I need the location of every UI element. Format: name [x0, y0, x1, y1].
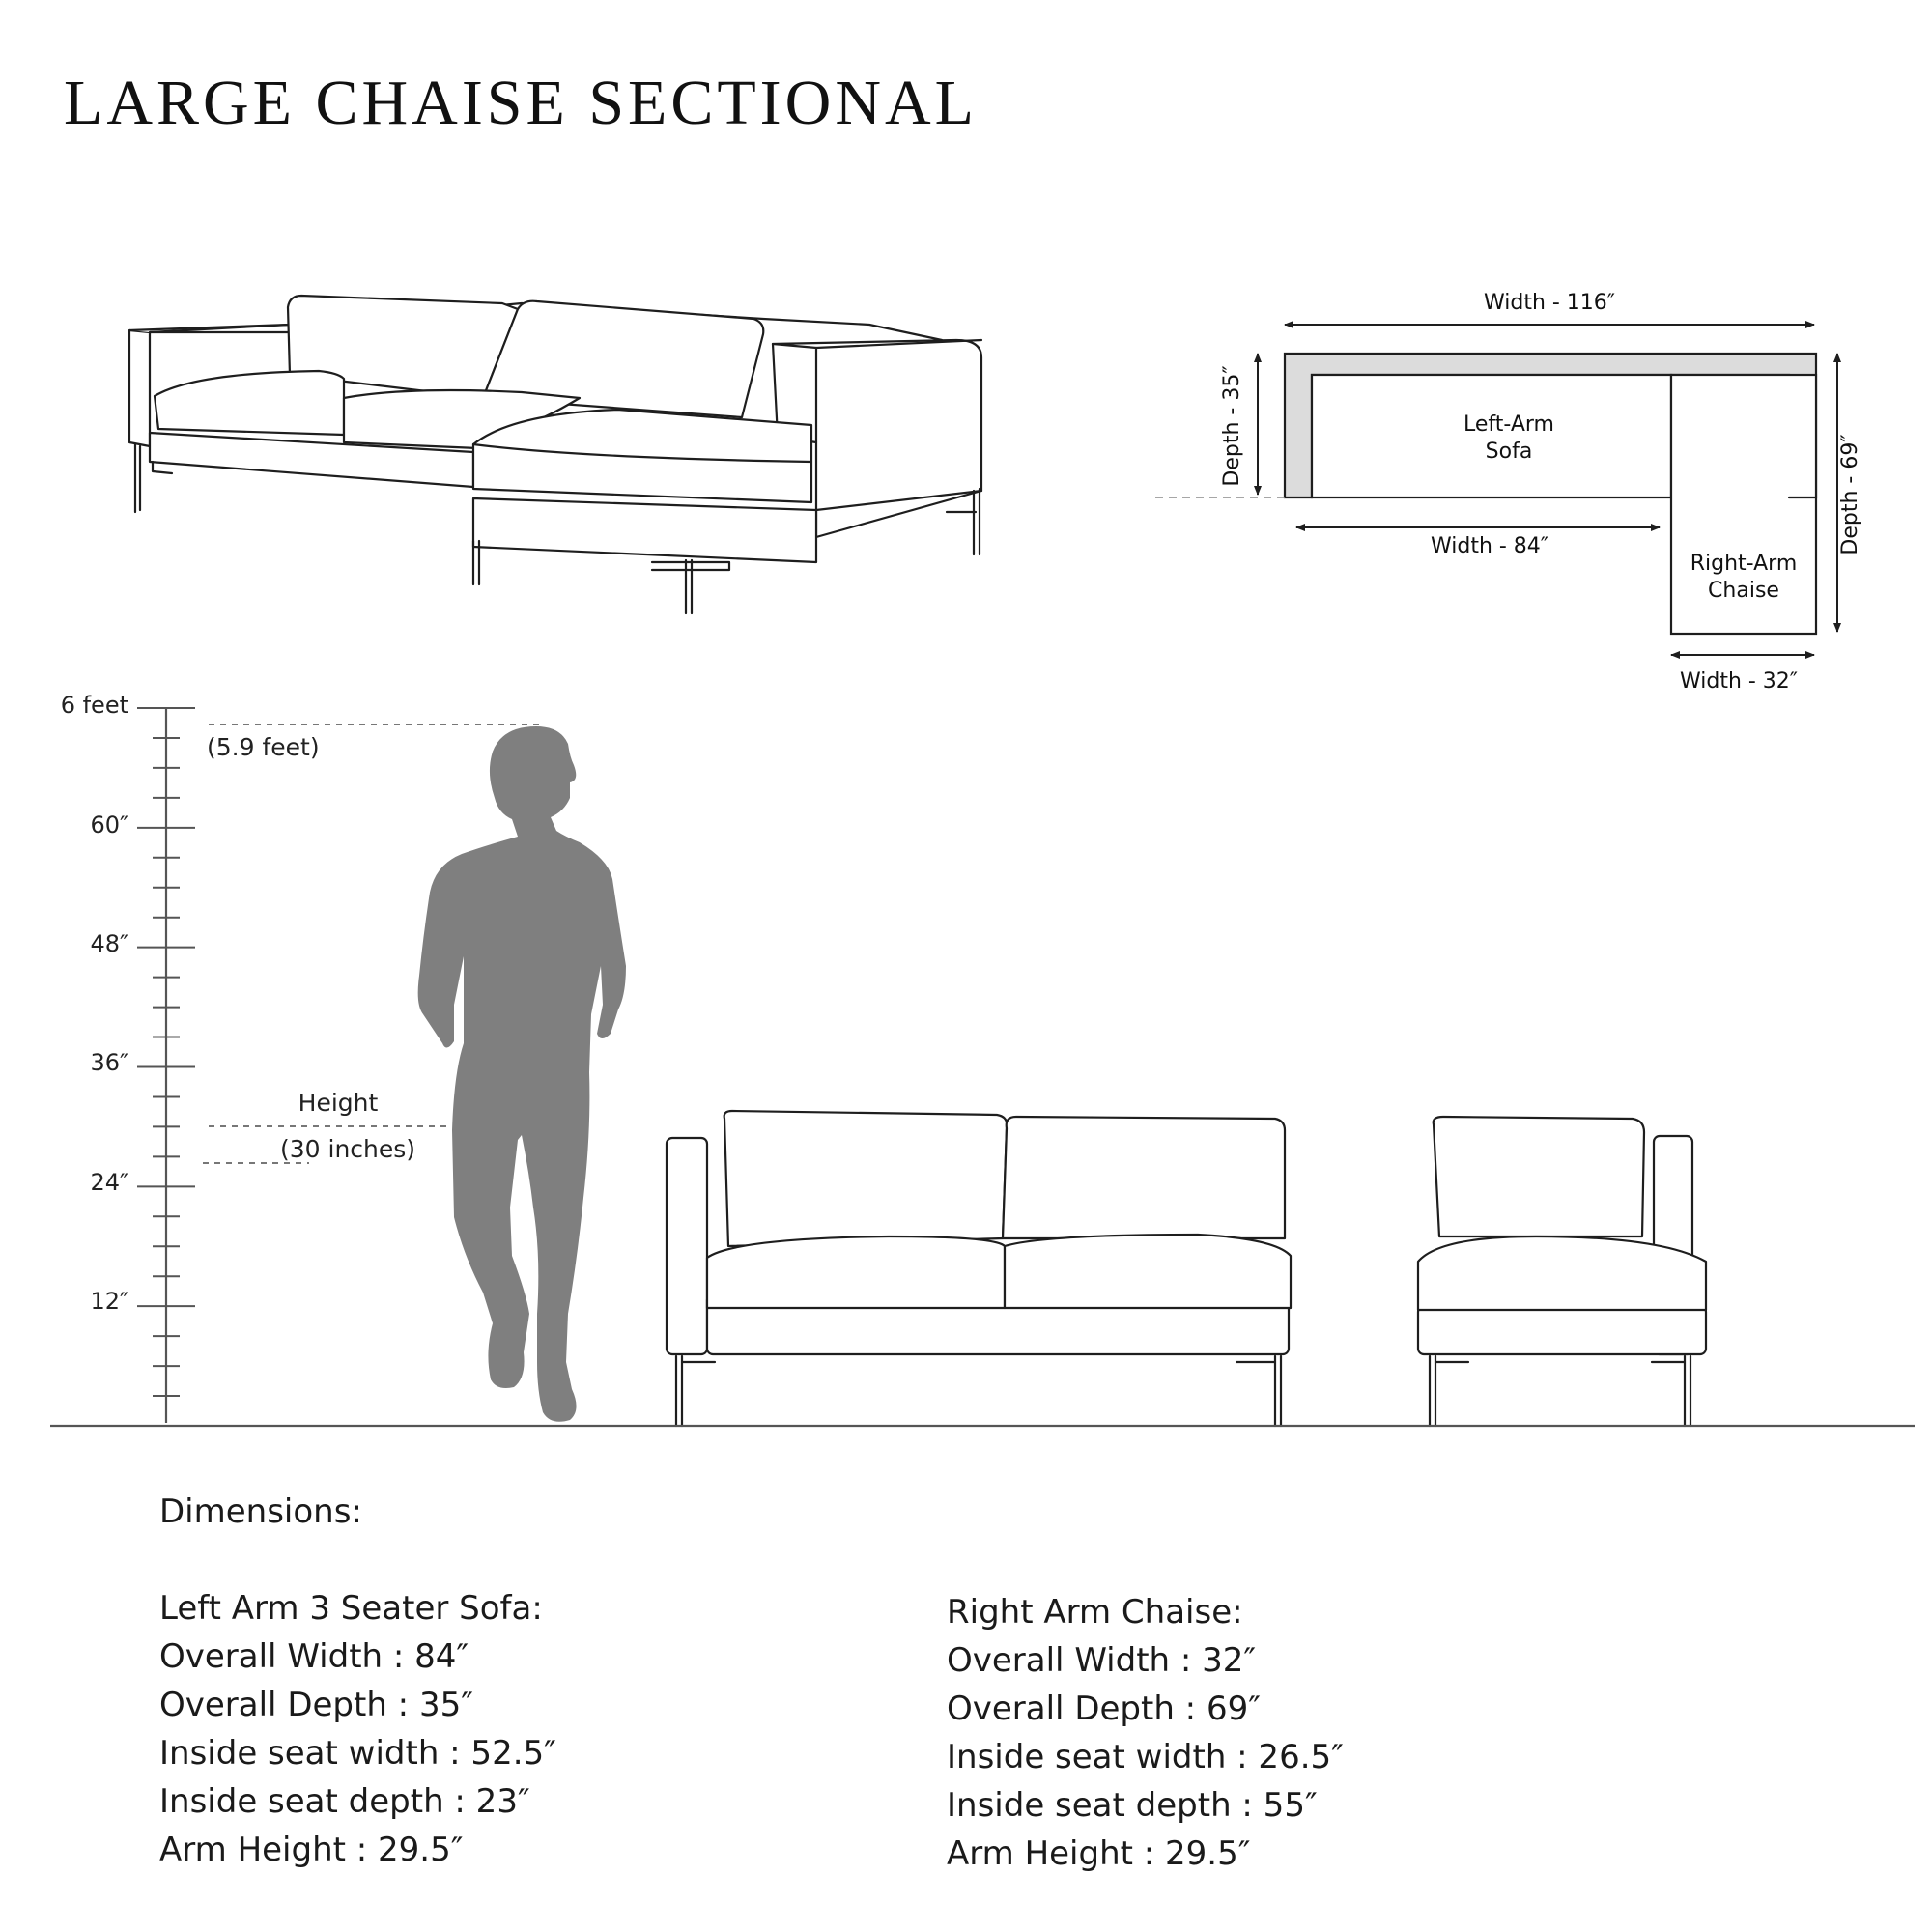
sofa-height-note: (30 inches): [280, 1135, 416, 1163]
scale-label-48: 48″: [90, 930, 128, 957]
sofa-region-label-1: Left-Arm: [1463, 412, 1554, 437]
dimensions-section: [159, 1492, 1344, 1873]
page-title: LARGE CHAISE SECTIONAL: [64, 68, 978, 138]
sofa-front-elevation: [667, 1111, 1291, 1426]
sofa-spec-line: Inside seat width : 52.5″: [159, 1734, 556, 1773]
chaise-spec-line: Inside seat depth : 55″: [947, 1786, 1318, 1825]
dimensions-heading: Dimensions:: [159, 1492, 362, 1531]
chaise-spec-line: Arm Height : 29.5″: [947, 1834, 1251, 1873]
floor-plan-diagram: [1155, 291, 1862, 694]
chaise-spec-line: Overall Width : 32″: [947, 1641, 1257, 1680]
overall-width-label: Width - 116″: [1483, 291, 1616, 315]
chaise-front-elevation: [1418, 1117, 1706, 1426]
sofa-spec-title: Left Arm 3 Seater Sofa:: [159, 1589, 543, 1628]
scale-label-24: 24″: [90, 1169, 128, 1196]
chaise-spec-line: Overall Depth : 69″: [947, 1690, 1261, 1728]
sofa-height-label: Height: [298, 1089, 379, 1117]
scale-label-6-feet: 6 feet: [60, 692, 128, 719]
chaise-spec-title: Right Arm Chaise:: [947, 1593, 1243, 1632]
person-height-note: (5.9 feet): [207, 733, 320, 761]
chaise-region-label-2: Chaise: [1708, 579, 1779, 603]
scale-label-36: 36″: [90, 1049, 128, 1076]
sofa-width-label: Width - 84″: [1430, 534, 1549, 558]
sectional-perspective-illustration: [129, 296, 981, 613]
chaise-region-label-1: Right-Arm: [1690, 552, 1798, 576]
chaise-spec-line: Inside seat width : 26.5″: [947, 1738, 1344, 1776]
sofa-spec-line: Overall Width : 84″: [159, 1637, 469, 1676]
sofa-region-label-2: Sofa: [1485, 440, 1533, 464]
person-silhouette: [418, 726, 626, 1422]
chaise-width-label: Width - 32″: [1679, 669, 1799, 694]
sofa-spec-line: Inside seat depth : 23″: [159, 1782, 530, 1821]
sofa-spec-line: Arm Height : 29.5″: [159, 1831, 464, 1869]
sofa-depth-label: Depth - 35″: [1220, 365, 1244, 487]
scale-label-60: 60″: [90, 811, 128, 838]
scale-label-12: 12″: [90, 1288, 128, 1315]
overall-depth-label: Depth - 69″: [1838, 434, 1862, 555]
sofa-spec-line: Overall Depth : 35″: [159, 1686, 473, 1724]
